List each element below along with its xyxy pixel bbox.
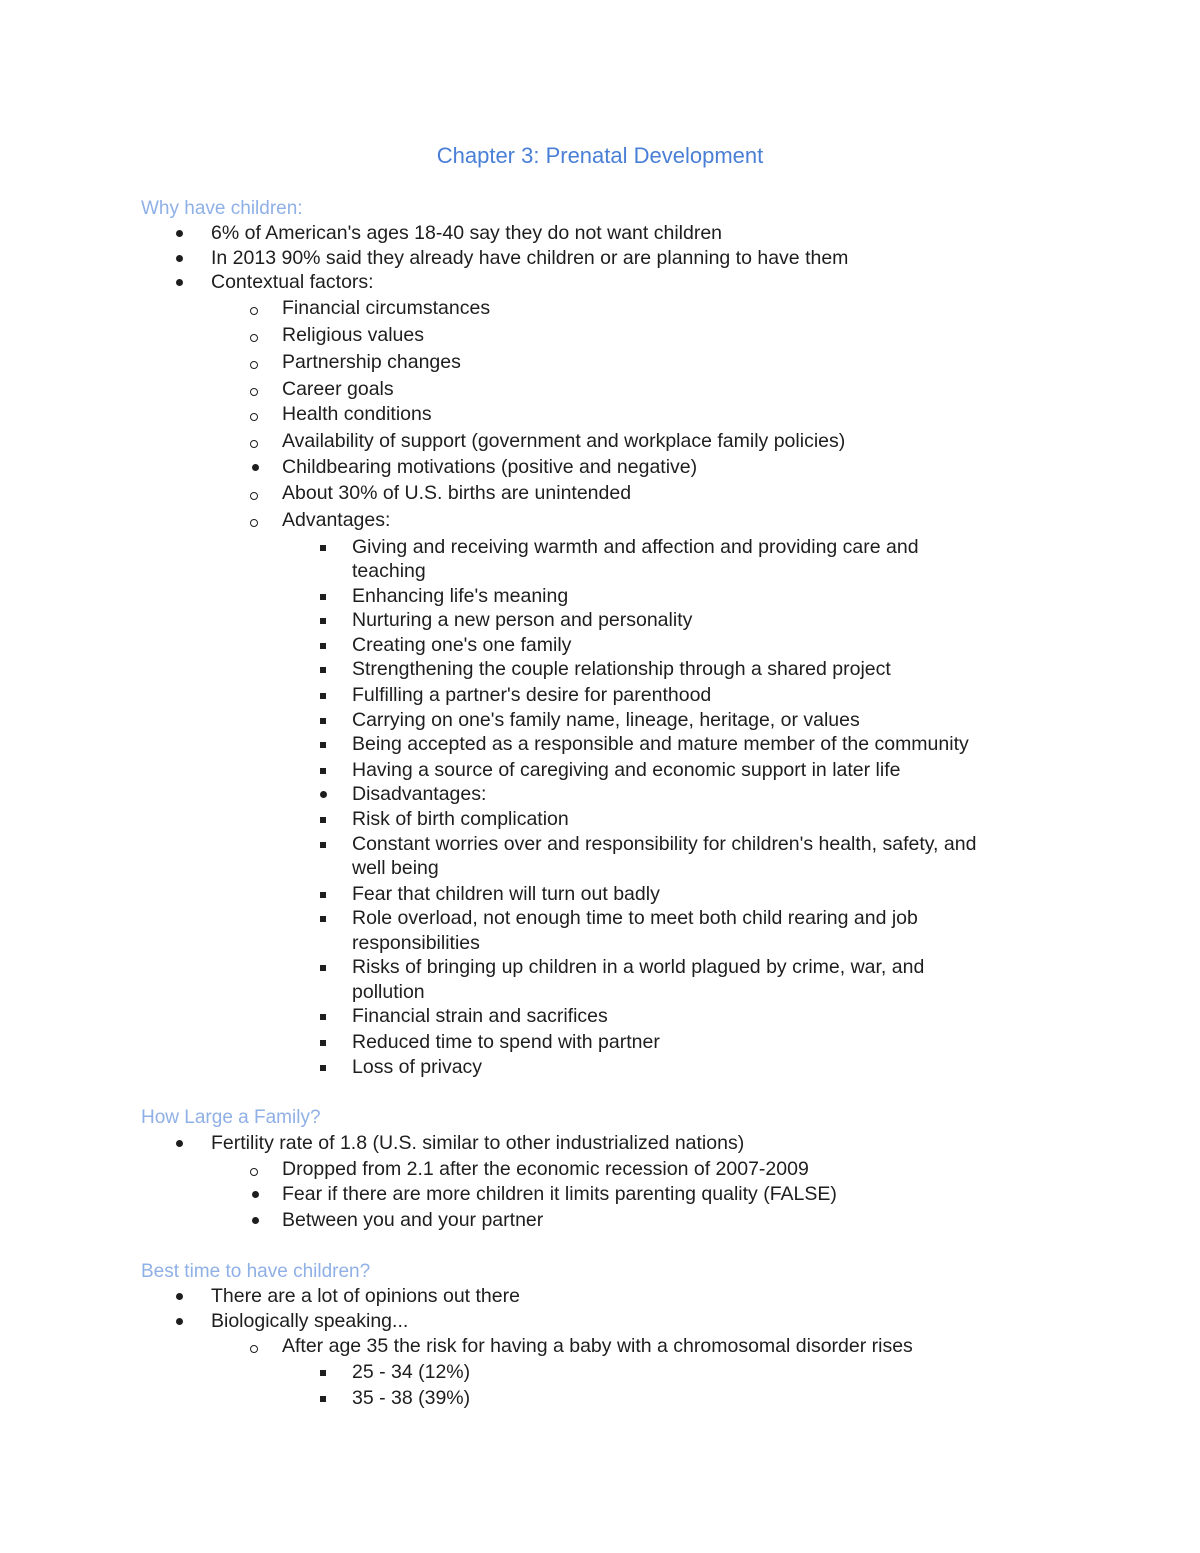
bullet-square-icon [320, 817, 326, 823]
section-heading-best-time: Best time to have children? [141, 1261, 371, 1282]
list-item: Reduced time to spend with partner [352, 1030, 660, 1055]
list-item: Constant worries over and responsibility for children's health, safety, and [352, 832, 976, 857]
bullet-circle-icon [250, 492, 258, 500]
list-item: Partnership changes [282, 350, 461, 375]
bullet-square-icon [320, 667, 326, 673]
bullet-square-icon [320, 1065, 326, 1071]
list-item: Carrying on one's family name, lineage, heritage, or values [352, 708, 860, 733]
bullet-square-icon [320, 768, 326, 774]
list-item: After age 35 the risk for having a baby with a chromosomal disorder rises [282, 1334, 913, 1359]
bullet-square-icon [320, 965, 326, 971]
list-item: Dropped from 2.1 after the economic recession of 2007-2009 [282, 1157, 809, 1182]
bullet-disc-icon [252, 1217, 259, 1224]
bullet-square-icon [320, 594, 326, 600]
bullet-disc-icon [176, 279, 183, 286]
bullet-disc-icon [176, 230, 183, 237]
section-heading-family: How Large a Family? [141, 1107, 321, 1128]
list-item: Financial circumstances [282, 296, 490, 321]
list-item: Enhancing life's meaning [352, 584, 568, 609]
bullet-circle-icon [250, 519, 258, 527]
list-item: Availability of support (government and workplace family policies) [282, 429, 845, 454]
bullet-circle-icon [250, 1345, 258, 1353]
list-item: 25 - 34 (12%) [352, 1360, 470, 1385]
list-item: Risks of bringing up children in a world plagued by crime, war, and [352, 955, 924, 980]
bullet-square-icon [320, 1040, 326, 1046]
bullet-square-icon [320, 742, 326, 748]
list-item: Being accepted as a responsible and mature member of the community [352, 732, 969, 757]
bullet-square-icon [320, 643, 326, 649]
list-item: Contextual factors: [211, 270, 374, 295]
list-item: Fulfilling a partner's desire for parenthood [352, 683, 711, 708]
list-item: Having a source of caregiving and economic support in later life [352, 758, 900, 783]
bullet-square-icon [320, 1396, 326, 1402]
list-item: Loss of privacy [352, 1055, 482, 1080]
list-item: Childbearing motivations (positive and negative) [282, 455, 697, 480]
list-item: Health conditions [282, 402, 432, 427]
bullet-circle-icon [250, 361, 258, 369]
bullet-circle-icon [250, 388, 258, 396]
bullet-disc-icon [176, 1318, 183, 1325]
bullet-square-icon [320, 842, 326, 848]
bullet-circle-icon [250, 440, 258, 448]
bullet-square-icon [320, 718, 326, 724]
list-item: Disadvantages: [352, 782, 486, 807]
bullet-disc-icon [252, 464, 259, 471]
page-title: Chapter 3: Prenatal Development [436, 143, 764, 168]
list-item: In 2013 90% said they already have children or are planning to have them [211, 246, 848, 271]
bullet-square-icon [320, 1014, 326, 1020]
bullet-circle-icon [250, 307, 258, 315]
list-item: Creating one's one family [352, 633, 571, 658]
bullet-circle-icon [250, 1168, 258, 1176]
list-item-continuation: teaching [352, 560, 426, 582]
list-item-continuation: well being [352, 857, 439, 879]
list-item: Fear if there are more children it limits parenting quality (FALSE) [282, 1182, 837, 1207]
bullet-square-icon [320, 892, 326, 898]
list-item: Between you and your partner [282, 1208, 543, 1233]
bullet-square-icon [320, 916, 326, 922]
bullet-disc-icon [176, 1140, 183, 1147]
bullet-circle-icon [250, 413, 258, 421]
bullet-disc-icon [176, 255, 183, 262]
list-item: About 30% of U.S. births are unintended [282, 481, 631, 506]
list-item: Role overload, not enough time to meet both child rearing and job [352, 906, 918, 931]
list-item: Financial strain and sacrifices [352, 1004, 608, 1029]
bullet-disc-icon [252, 1191, 259, 1198]
list-item-continuation: pollution [352, 981, 425, 1003]
bullet-square-icon [320, 693, 326, 699]
bullet-square-icon [320, 545, 326, 551]
list-item: Strengthening the couple relationship through a shared project [352, 657, 891, 682]
bullet-disc-icon [320, 791, 327, 798]
bullet-disc-icon [176, 1293, 183, 1300]
list-item: Career goals [282, 377, 394, 402]
section-heading-why: Why have children: [141, 198, 303, 219]
list-item: Giving and receiving warmth and affection and providing care and [352, 535, 919, 560]
list-item: Biologically speaking... [211, 1309, 408, 1334]
list-item: Fear that children will turn out badly [352, 882, 660, 907]
list-item: Risk of birth complication [352, 807, 569, 832]
list-item: 35 - 38 (39%) [352, 1386, 470, 1411]
list-item: Religious values [282, 323, 424, 348]
bullet-circle-icon [250, 334, 258, 342]
list-item: Nurturing a new person and personality [352, 608, 692, 633]
list-item: Fertility rate of 1.8 (U.S. similar to other industrialized nations) [211, 1131, 744, 1156]
list-item-continuation: responsibilities [352, 932, 480, 954]
list-item: There are a lot of opinions out there [211, 1284, 520, 1309]
bullet-square-icon [320, 1370, 326, 1376]
bullet-square-icon [320, 618, 326, 624]
list-item: Advantages: [282, 508, 390, 533]
list-item: 6% of American's ages 18-40 say they do not want children [211, 221, 722, 246]
